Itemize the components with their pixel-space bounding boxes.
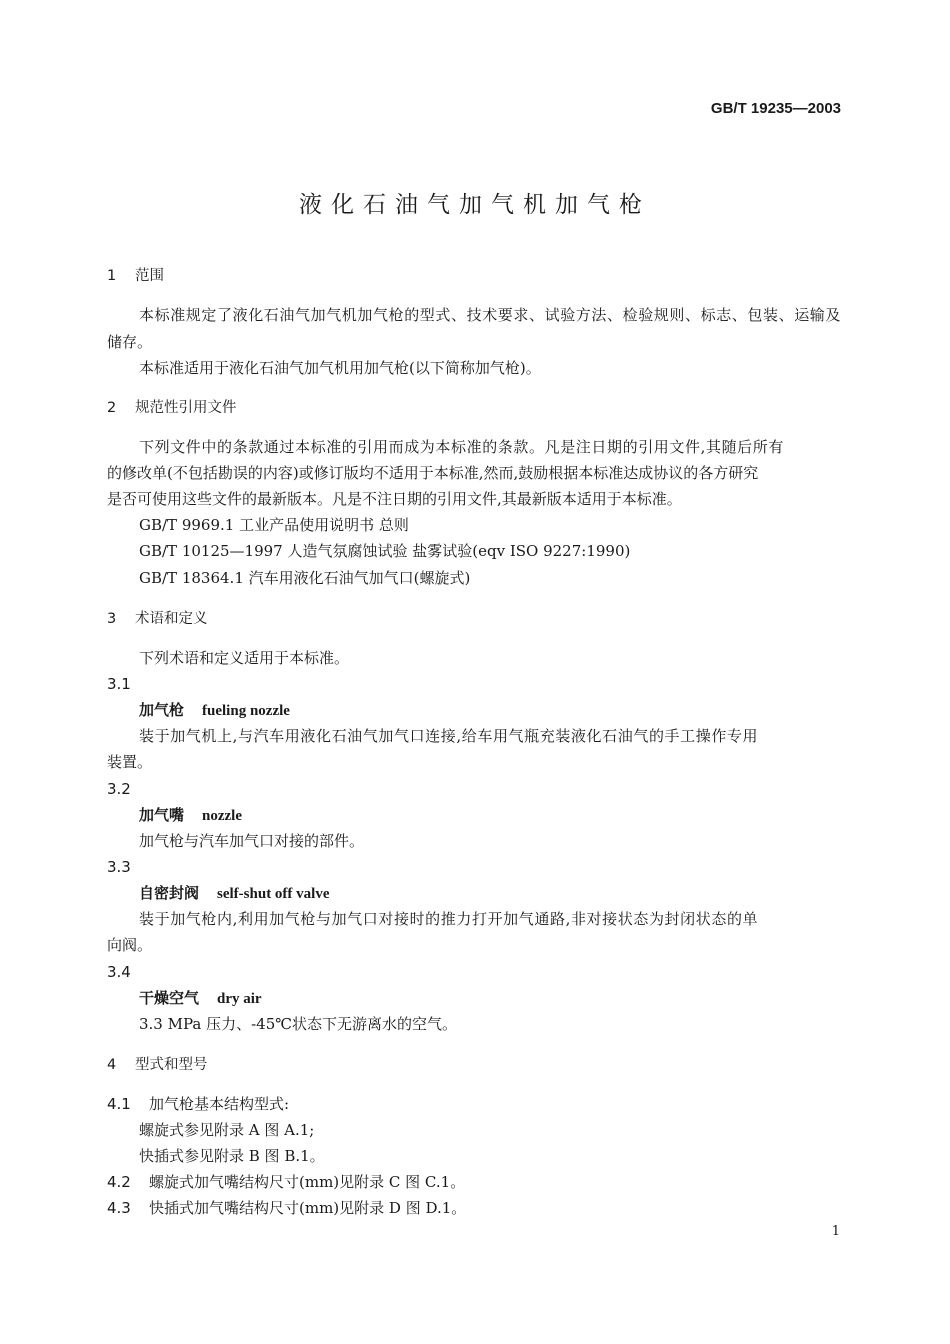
term-definition: 加气枪与汽车加气口对接的部件。 [139,832,365,850]
section-title: 术语和定义 [135,611,208,627]
term-number: 3.2 [107,780,131,798]
clause-text: 加气枪基本结构型式: [149,1095,290,1113]
section-2-heading [107,398,237,418]
paragraph-line: 储存。 [107,333,153,351]
term-definition: 装于加气枪内,利用加气枪与加气口对接时的推力打开加气通路,非对接状态为封闭状态的单 [139,910,759,928]
term-definition: 向阀。 [107,936,153,954]
paragraph-line: 下列文件中的条款通过本标准的引用而成为本标准的条款。凡是注日期的引用文件,其随后所有 [139,438,784,456]
paragraph-line: 的修改单(不包括勘误的内容)或修订版均不适用于本标准,然而,鼓励根据本标准达成协议的各方研究 [107,464,759,482]
clause-item: 快插式参见附录 B 图 B.1。 [139,1147,325,1165]
clause-4-3 [107,1198,466,1218]
clause-4-1 [107,1094,289,1114]
term-definition: 装于加气机上,与汽车用液化石油气加气口连接,给车用气瓶充装液化石油气的手工操作专用 [139,727,759,745]
section-number: 3 [107,611,117,627]
term-number: 3.1 [107,675,131,693]
section-title: 型式和型号 [135,1057,208,1073]
term-definition: 3.3 MPa 压力、-45℃状态下无游离水的空气。 [139,1015,458,1033]
page-number: 1 [831,1224,840,1239]
section-title: 规范性引用文件 [135,400,237,416]
term-chinese: 干燥空气 [139,989,200,1007]
section-1-heading [107,266,164,286]
paragraph-line: 下列术语和定义适用于本标准。 [139,649,350,667]
section-number: 1 [107,268,117,284]
term-english: self-shut off valve [217,886,330,902]
clause-text: 快插式加气嘴结构尺寸(mm)见附录 D 图 D.1。 [149,1199,467,1217]
clause-item: 螺旋式参见附录 A 图 A.1; [139,1121,315,1139]
term-entry [139,805,242,826]
term-number: 3.4 [107,963,131,981]
standard-code: GB/T 19235—2003 [710,100,841,117]
clause-number: 4.2 [107,1173,131,1191]
section-4-heading [107,1055,208,1075]
section-number: 2 [107,400,117,416]
term-chinese: 加气枪 [139,701,185,719]
document-title: 液化石油气加气机加气枪 [299,192,651,218]
term-entry [139,988,262,1009]
reference-item: GB/T 18364.1 汽车用液化石油气加气口(螺旋式) [139,569,471,587]
paragraph-line: 本标准规定了液化石油气加气机加气枪的型式、技术要求、试验方法、检验规则、标志、包装、运输及 [139,306,842,324]
clause-text: 螺旋式加气嘴结构尺寸(mm)见附录 C 图 C.1。 [149,1173,466,1191]
section-number: 4 [107,1057,117,1073]
clause-4-2 [107,1172,465,1192]
term-english: dry air [217,991,262,1007]
section-3-heading [107,609,208,629]
clause-number: 4.1 [107,1095,131,1113]
term-definition: 装置。 [107,753,153,771]
paragraph-line: 本标准适用于液化石油气加气机用加气枪(以下简称加气枪)。 [139,359,541,377]
reference-item: GB/T 9969.1 工业产品使用说明书 总则 [139,516,409,534]
term-english: nozzle [202,808,242,824]
paragraph-line: 是否可使用这些文件的最新版本。凡是不注日期的引用文件,其最新版本适用于本标准。 [107,490,682,508]
term-chinese: 加气嘴 [139,806,185,824]
reference-item: GB/T 10125—1997 人造气氛腐蚀试验 盐雾试验(eqv ISO 9227:1990) [139,542,631,560]
clause-number: 4.3 [107,1199,131,1217]
term-entry [139,883,330,904]
section-title: 范围 [135,268,164,284]
term-number: 3.3 [107,858,131,876]
term-chinese: 自密封阀 [139,884,200,902]
term-english: fueling nozzle [202,703,290,719]
term-entry [139,700,290,721]
